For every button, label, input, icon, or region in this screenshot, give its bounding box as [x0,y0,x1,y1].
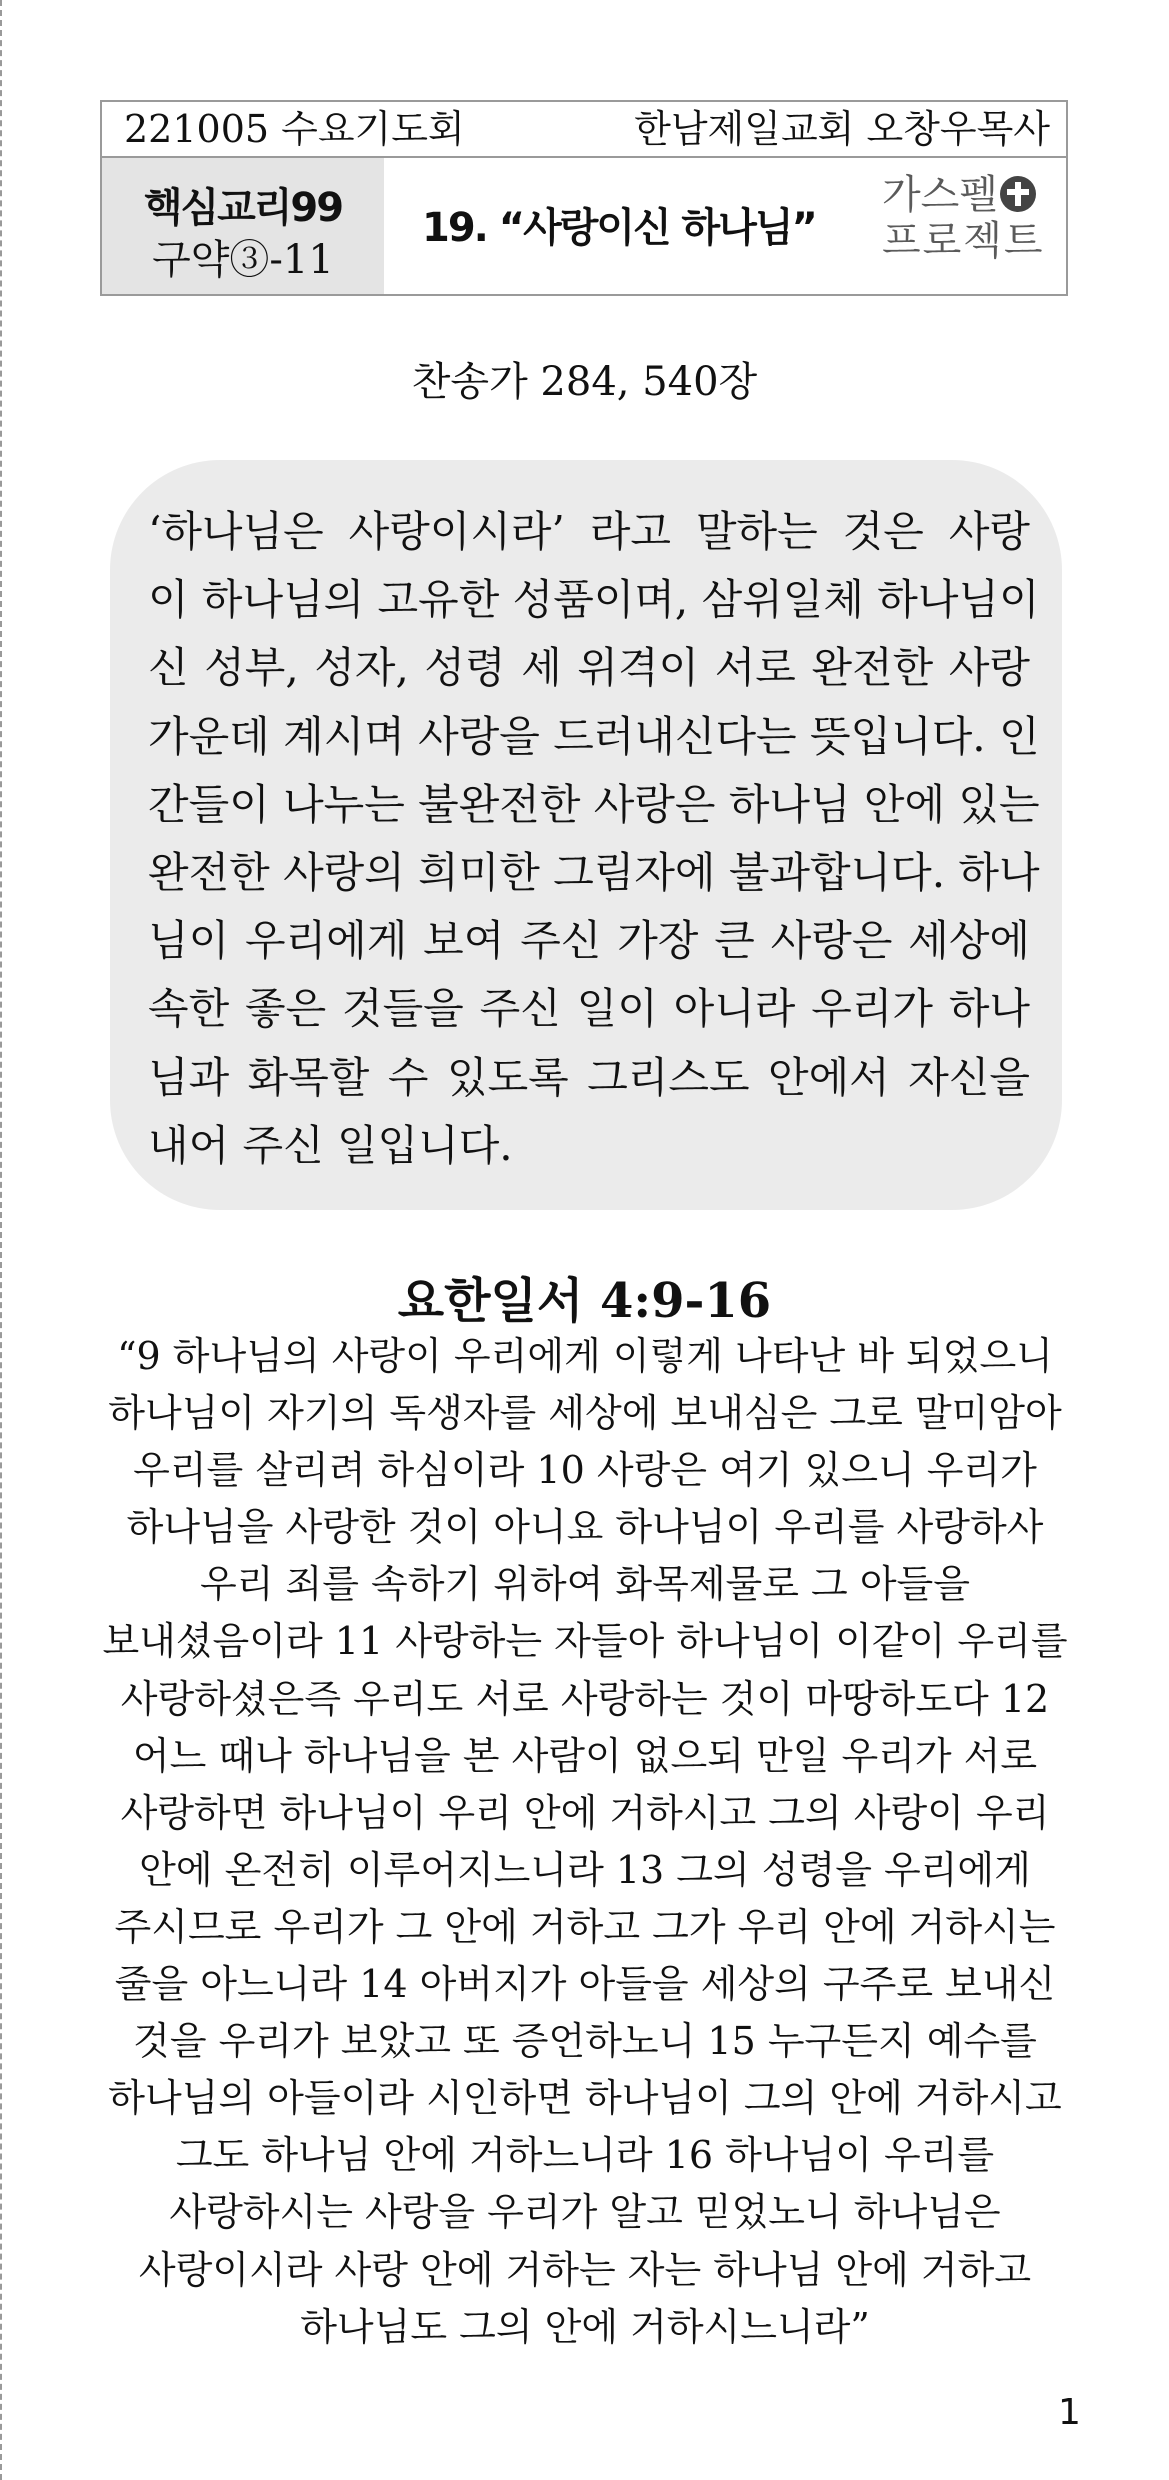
gospel-project-logo [882,172,1052,276]
logo-top-text: 가스펠 [882,172,998,218]
summary-box [110,460,1062,1210]
hymn-numbers: 찬송가 284, 540장 [411,359,758,405]
church-pastor: 한남제일교회 오창우목사 [634,107,1050,151]
scripture-line: 우리 죄를 속하기 위하여 화목제물로 그 아들을 [200,1562,970,1607]
scripture-line: 그도 하나님 안에 거하느니라 16 하나님이 우리를 [175,2133,995,2178]
lesson-title: 19. “사랑이신 하나님” [422,205,816,251]
summary-line: 가운데 계시며 사랑을 드러내신다는 뜻입니다. 인 [148,711,1040,761]
scripture-line: 우리를 살리려 하심이라 10 사랑은 여기 있으니 우리가 [133,1448,1037,1493]
scripture-line: 하나님이 자기의 독생자를 세상에 보내심은 그로 말미암아 [108,1391,1062,1436]
summary-line: ‘하나님은 사랑이시라’ 라고 말하는 것은 사랑 [148,507,1030,556]
summary-line: 속한 좋은 것들을 주신 일이 아니라 우리가 하나 [148,984,1030,1034]
passage-title: 요한일서 4:9-16 [397,1273,772,1329]
header-table [100,100,1068,296]
scripture-line: 하나님의 아들이라 시인하면 하나님이 그의 안에 거하시고 [108,2076,1062,2121]
scripture-line: “9 하나님의 사랑이 우리에게 이렇게 나타난 바 되었으니 [117,1334,1053,1378]
summary-line: 완전한 사랑의 희미한 그림자에 불과합니다. 하나 [148,848,1040,898]
series-cell [102,158,384,294]
scripture-line: 것을 우리가 보았고 또 증언하노니 15 누구든지 예수를 [133,2019,1037,2064]
scripture-line: 하나님도 그의 안에 거하시느니라” [300,2304,870,2349]
series-title: 핵심교리99 [143,185,343,231]
scripture-text [90,1328,1080,2356]
summary-paragraph [148,498,1040,1180]
scripture-line: 줄을 아느니라 14 아버지가 아들을 세상의 구주로 보내신 [114,1962,1056,2007]
scripture-line: 사랑하시는 사랑을 우리가 알고 믿었노니 하나님은 [169,2190,1001,2235]
page-number: 1 [1058,2392,1081,2433]
scripture-line: 보내셨음이라 11 사랑하는 자들아 하나님이 이같이 우리를 [102,1619,1068,1664]
header-bottom-row [102,158,1066,294]
scripture-line: 하나님을 사랑한 것이 아니요 하나님이 우리를 사랑하사 [126,1505,1044,1550]
logo-bottom-text: 프로젝트 [882,218,1045,264]
service-date: 221005 수요기도회 [124,107,465,151]
summary-line: 님이 우리에게 보여 주신 가장 큰 사랑은 세상에 [148,916,1030,966]
scripture-line: 주시므로 우리가 그 안에 거하고 그가 우리 안에 거하시는 [114,1904,1056,1949]
summary-line: 내어 주신 일입니다. [148,1120,513,1170]
scripture-line: 사랑하면 하나님이 우리 안에 거하시고 그의 사랑이 우리 [120,1790,1050,1835]
cross-icon [1000,176,1036,212]
summary-line: 신 성부, 성자, 성령 세 위격이 서로 완전한 사랑 [148,643,1030,693]
scripture-line: 어느 때나 하나님을 본 사람이 없으되 만일 우리가 서로 [132,1733,1038,1778]
summary-line: 님과 화목할 수 있도록 그리스도 안에서 자신을 [148,1052,1030,1102]
summary-line: 이 하나님의 고유한 성품이며, 삼위일체 하나님이 [148,575,1040,625]
scripture-line: 사랑하셨은즉 우리도 서로 사랑하는 것이 마땅하도다 12 [120,1676,1050,1721]
scripture-line: 사랑이시라 사랑 안에 거하는 자는 하나님 안에 거하고 [138,2247,1032,2292]
summary-line: 간들이 나누는 불완전한 사랑은 하나님 안에 있는 [148,779,1040,829]
header-top-row [102,102,1066,158]
series-sub: 구약③-11 [152,237,334,283]
scripture-line: 안에 온전히 이루어지느니라 13 그의 성령을 우리에게 [139,1847,1031,1892]
